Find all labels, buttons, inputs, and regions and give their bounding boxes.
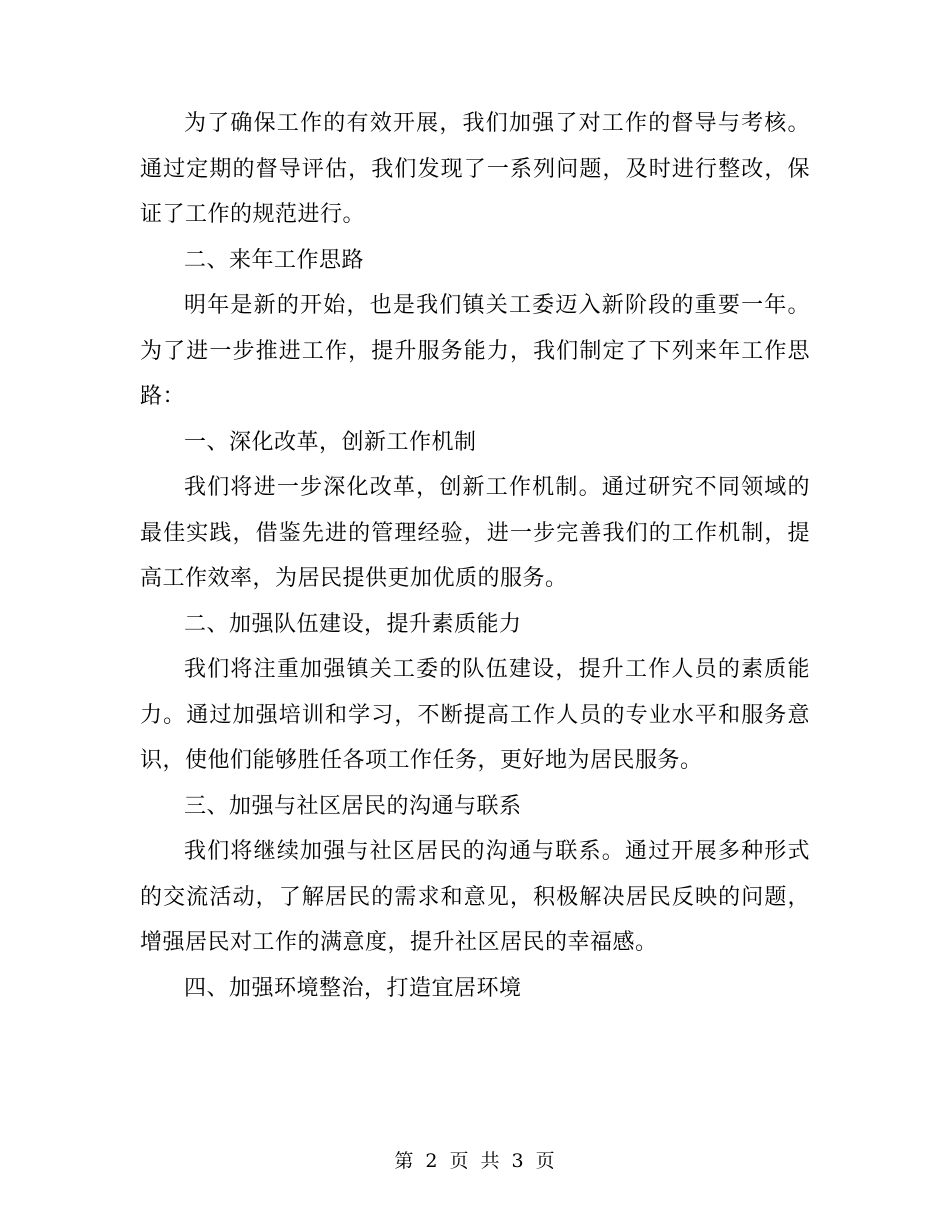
body-paragraph: 我们将注重加强镇关工委的队伍建设，提升工作人员的素质能力。通过加强培训和学习，不断提高工作人员的专业水平和服务意识，使他们能够胜任各项工作任务，更好地为居民服务。 bbox=[140, 657, 810, 773]
page-number-footer: 第 2 页 共 3 页 bbox=[394, 1150, 556, 1172]
body-paragraph: 我们将进一步深化改革，创新工作机制。通过研究不同领域的最佳实践，借鉴先进的管理经验，进一步完善我们的工作机制，提高工作效率，为居民提供更加优质的服务。 bbox=[140, 475, 810, 591]
section-heading: 一、深化改革，创新工作机制 bbox=[184, 429, 477, 455]
section-heading: 二、加强队伍建设，提升素质能力 bbox=[184, 611, 522, 637]
section-heading: 四、加强环境整治，打造宜居环境 bbox=[184, 975, 522, 1001]
document-body bbox=[140, 101, 810, 1011]
body-paragraph: 明年是新的开始，也是我们镇关工委迈入新阶段的重要一年。为了进一步推进工作，提升服务能力，我们制定了下列来年工作思路： bbox=[140, 293, 810, 409]
body-paragraph: 我们将继续加强与社区居民的沟通与联系。通过开展多种形式的交流活动，了解居民的需求和意见，积极解决居民反映的问题，增强居民对工作的满意度，提升社区居民的幸福感。 bbox=[140, 839, 810, 955]
section-heading: 三、加强与社区居民的沟通与联系 bbox=[184, 793, 522, 819]
body-paragraph: 为了确保工作的有效开展，我们加强了对工作的督导与考核。通过定期的督导评估，我们发现了一系列问题，及时进行整改，保证了工作的规范进行。 bbox=[140, 111, 810, 227]
section-heading: 二、来年工作思路 bbox=[184, 247, 365, 273]
